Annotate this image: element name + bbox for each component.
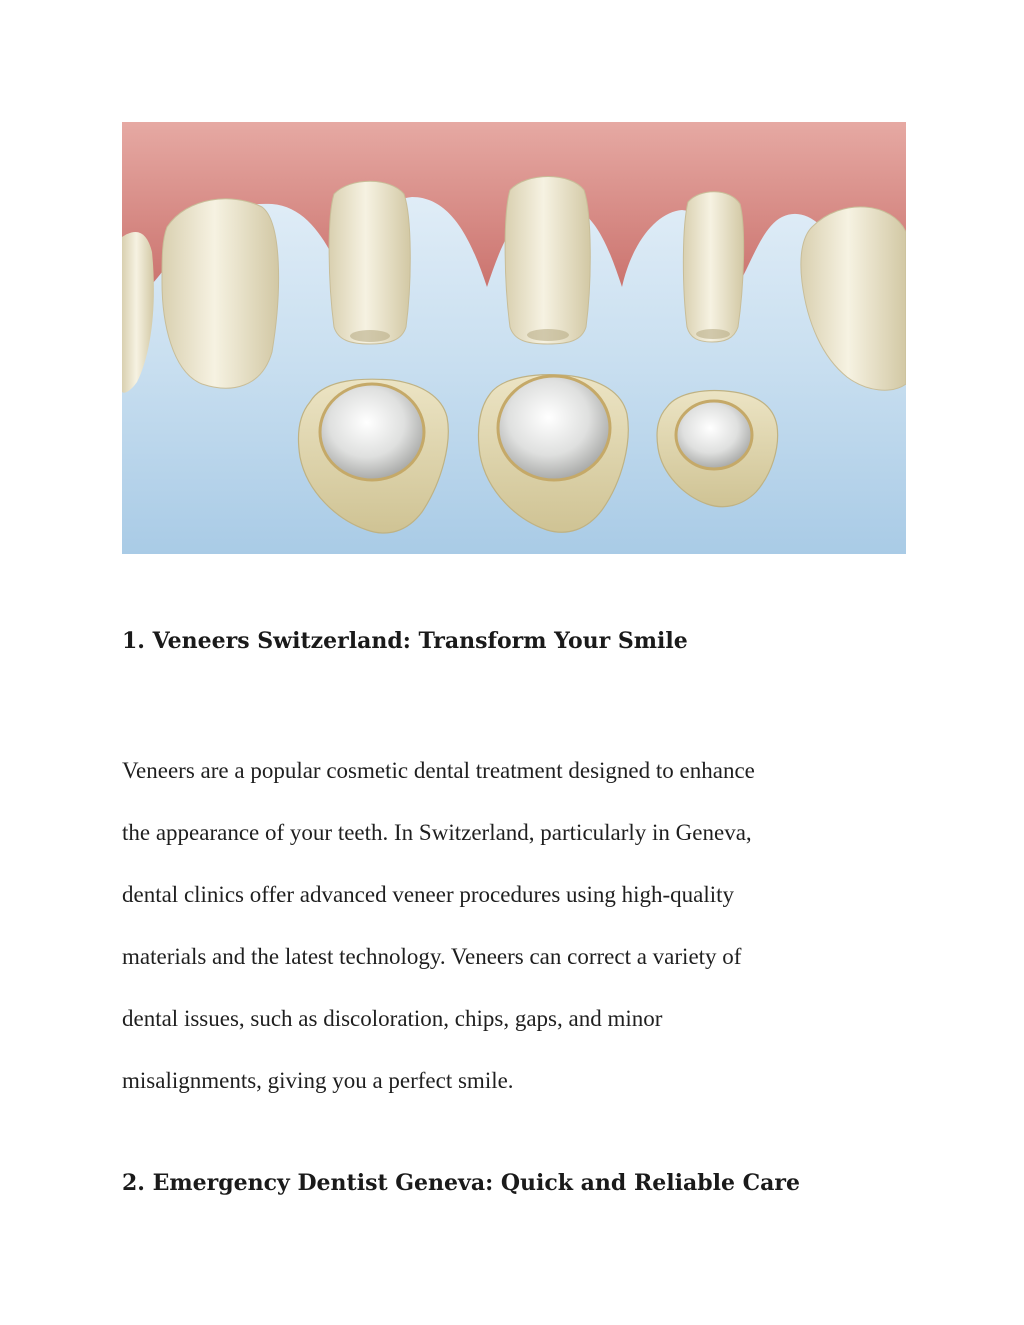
section-heading-emergency-dentist: 2. Emergency Dentist Geneva: Quick and Reliable Care [122, 1170, 800, 1196]
veneers-illustration [122, 122, 906, 554]
veneers-illustration-svg [122, 122, 906, 554]
paragraph-line: Veneers are a popular cosmetic dental treatment designed to enhance [122, 758, 755, 783]
veneers-paragraph [122, 740, 912, 1112]
veneer-3-inner [676, 401, 752, 469]
prepared-tooth-1 [329, 181, 410, 344]
veneer-1-inner [320, 384, 424, 480]
prepared-tooth-2-tip [527, 329, 569, 341]
prepared-tooth-3-tip [696, 329, 730, 339]
paragraph-line: materials and the latest technology. Veneers can correct a variety of [122, 944, 742, 969]
paragraph-line: misalignments, giving you a perfect smile. [122, 1068, 514, 1093]
prepared-tooth-3 [683, 192, 743, 342]
section-heading-veneers: 1. Veneers Switzerland: Transform Your Smile [122, 628, 688, 654]
prepared-tooth-1-tip [350, 330, 390, 342]
paragraph-line: dental clinics offer advanced veneer procedures using high-quality [122, 882, 735, 907]
paragraph-line: the appearance of your teeth. In Switzerland, particularly in Geneva, [122, 820, 752, 845]
paragraph-line: dental issues, such as discoloration, chips, gaps, and minor [122, 1006, 663, 1031]
prepared-tooth-2 [505, 177, 590, 345]
veneer-2-inner [498, 376, 610, 480]
natural-tooth-left [162, 199, 279, 388]
